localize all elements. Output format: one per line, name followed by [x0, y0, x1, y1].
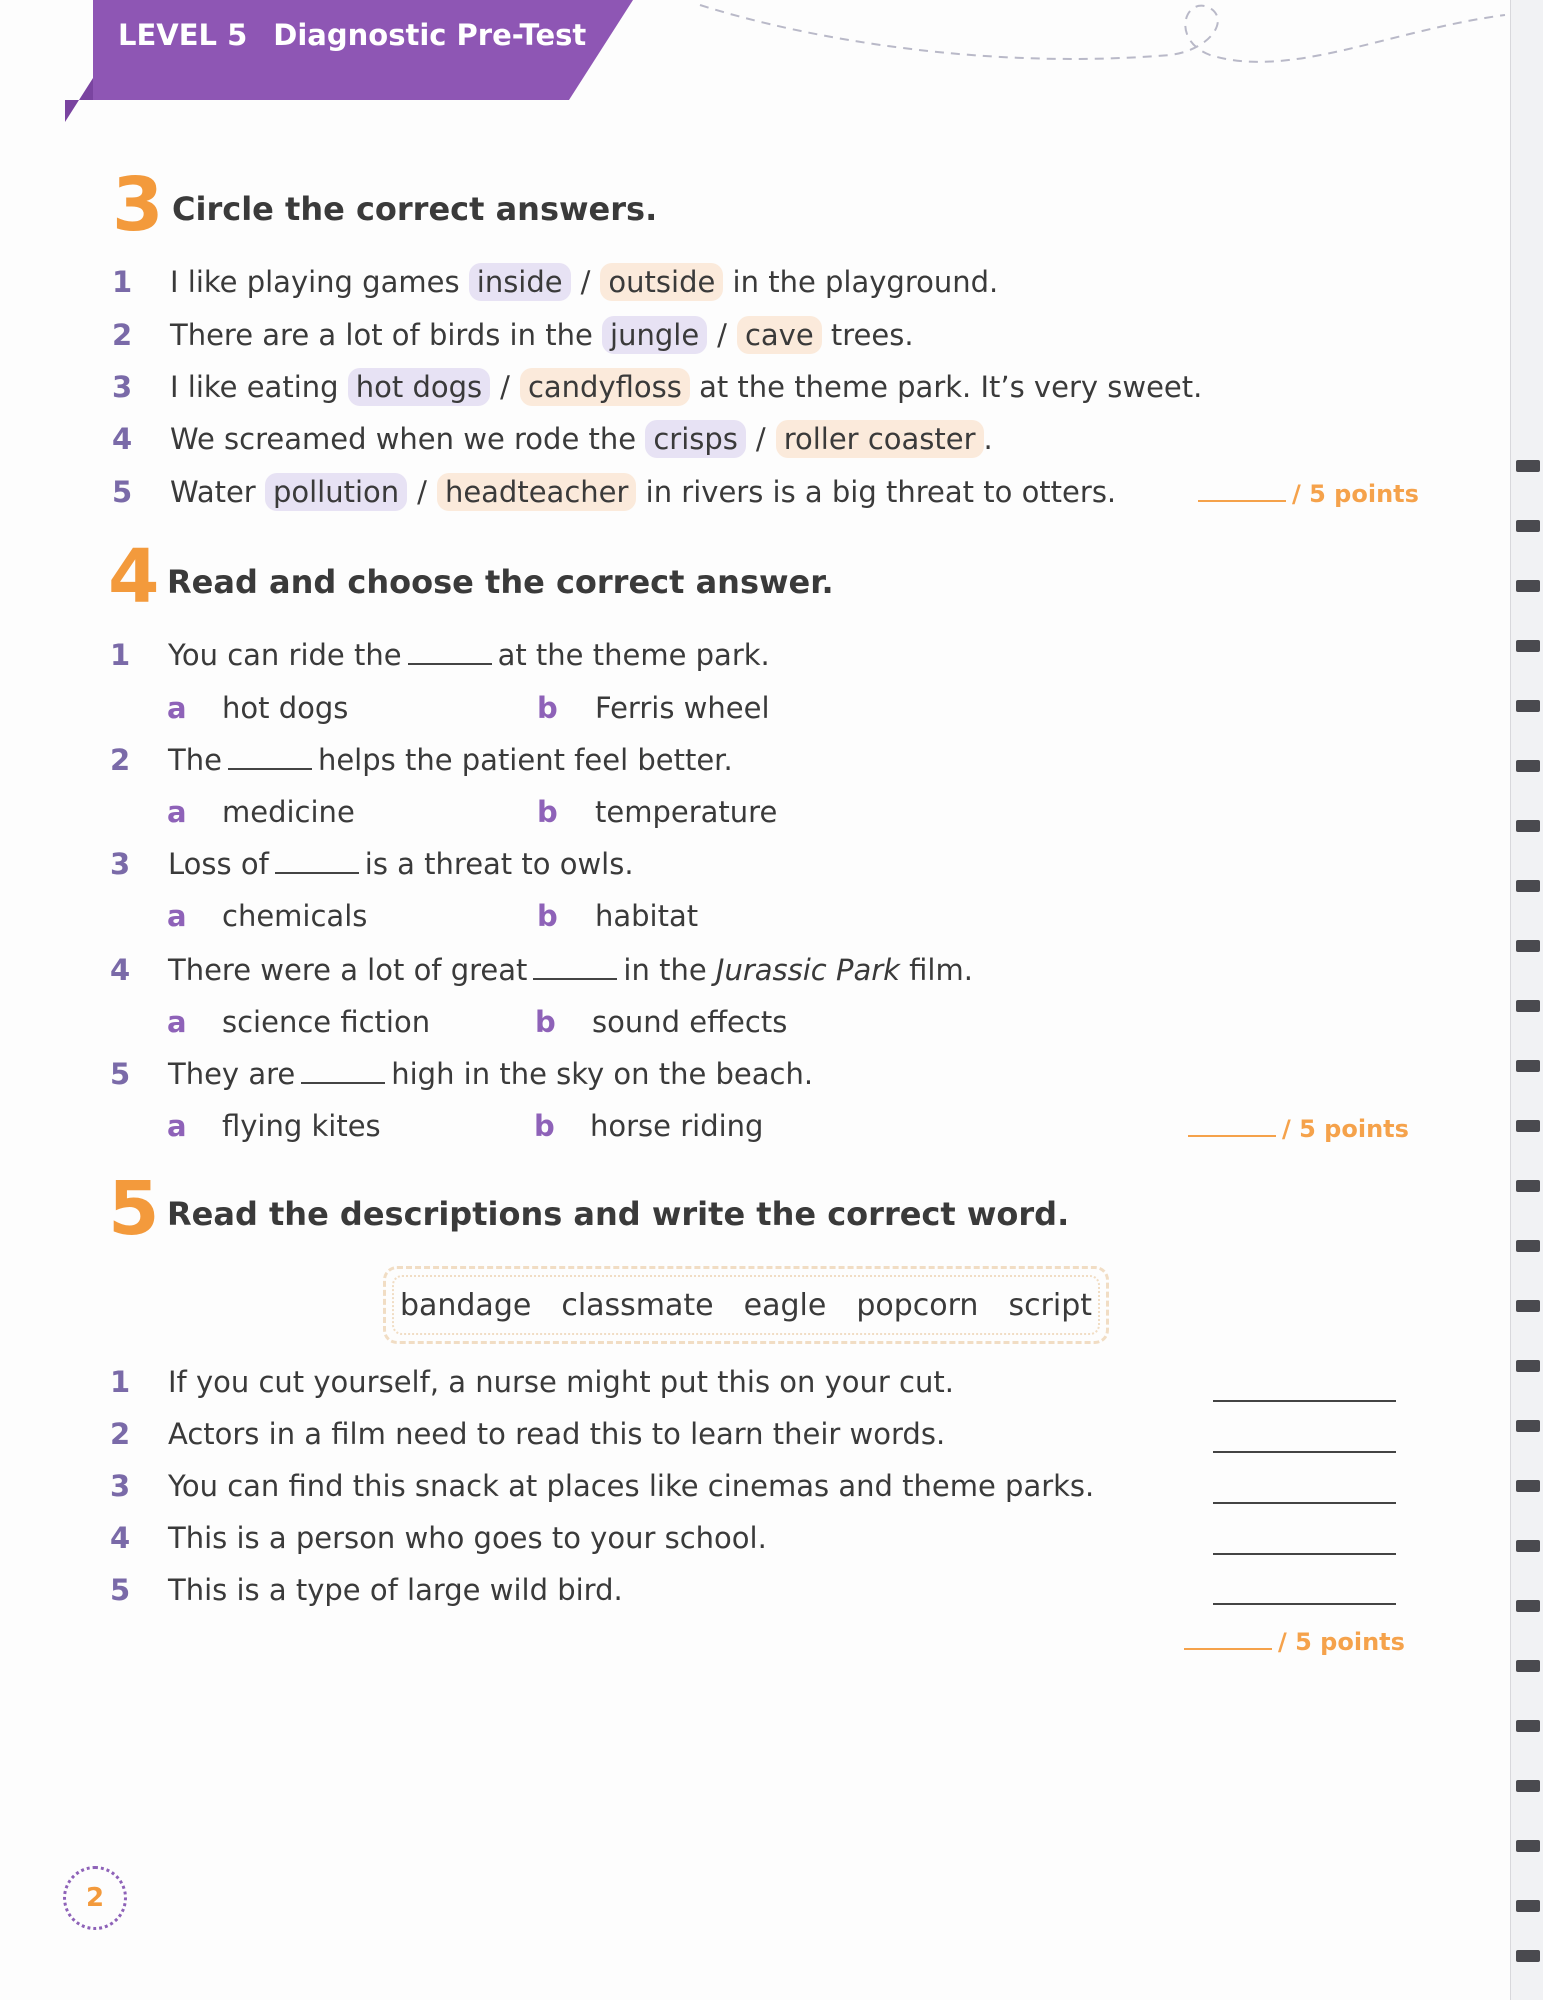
question-text: You can ride the [168, 638, 402, 672]
score-label: / 5 points [1282, 1115, 1409, 1143]
answer-option[interactable]: cave [737, 316, 822, 354]
question-text: Actors in a film need to read this to learn their words. [168, 1417, 946, 1451]
question-number: 4 [112, 422, 133, 456]
question-text: We screamed when we rode the [170, 422, 637, 456]
question-number: 4 [110, 1521, 131, 1555]
section-5-number: 5 [108, 1166, 160, 1252]
option-a[interactable]: medicine [222, 795, 355, 829]
binding-ring [1516, 1780, 1540, 1792]
binding-ring [1516, 1180, 1540, 1192]
binding-ring [1516, 1660, 1540, 1672]
question-number: 3 [112, 370, 133, 404]
question-text: helps the patient feel better. [317, 743, 733, 777]
answer-option[interactable]: outside [600, 263, 723, 301]
answer-line[interactable] [1213, 1502, 1396, 1504]
question-number: 5 [112, 475, 133, 509]
option-letter: a [167, 1109, 187, 1143]
option-b[interactable]: horse riding [590, 1109, 764, 1143]
option-a[interactable]: chemicals [222, 899, 368, 933]
question-text: film. [909, 953, 973, 987]
question-text: Water [170, 475, 256, 509]
page-number: 2 [63, 1866, 127, 1930]
score-input-line[interactable] [1188, 1115, 1276, 1137]
film-title: Jurassic Park [715, 953, 900, 987]
option-letter: a [167, 795, 187, 829]
binding-ring [1516, 1840, 1540, 1852]
option-letter: a [167, 899, 187, 933]
binding-ring [1516, 1120, 1540, 1132]
binding-ring [1516, 1300, 1540, 1312]
score-label: / 5 points [1292, 480, 1419, 508]
option-b[interactable]: temperature [595, 795, 778, 829]
answer-option[interactable]: candyfloss [520, 368, 690, 406]
question-text: at the theme park. It’s very sweet. [699, 370, 1203, 404]
slash: / [500, 370, 510, 404]
answer-line[interactable] [1213, 1451, 1396, 1453]
word-box-inner [392, 1275, 1100, 1335]
section-5-title: Read the descriptions and write the correct word. [167, 1195, 1070, 1233]
question-number: 3 [110, 847, 131, 881]
option-letter: b [537, 795, 558, 829]
score-input-line[interactable] [1184, 1628, 1272, 1650]
option-a[interactable]: science fiction [222, 1005, 431, 1039]
slash: / [417, 475, 427, 509]
answer-line[interactable] [1213, 1603, 1396, 1605]
question-text: There were a lot of great [168, 953, 528, 987]
binding-ring [1516, 1420, 1540, 1432]
score-box [1184, 1628, 1405, 1656]
question-text: You can find this snack at places like cinemas and theme parks. [168, 1469, 1095, 1503]
answer-blank [275, 846, 359, 874]
binding-ring [1516, 1000, 1540, 1012]
question-number: 5 [110, 1573, 131, 1607]
question-text: . [983, 422, 993, 456]
question-text: The [168, 743, 222, 777]
binding-ring [1516, 1900, 1540, 1912]
option-b[interactable]: habitat [595, 899, 699, 933]
option-letter: b [535, 1005, 556, 1039]
question-number: 4 [110, 953, 131, 987]
binding-ring [1516, 640, 1540, 652]
question-text: is a threat to owls. [364, 847, 634, 881]
answer-blank [533, 952, 617, 980]
binding-ring [1516, 520, 1540, 532]
answer-option[interactable]: crisps [645, 420, 746, 458]
question-number: 3 [110, 1469, 131, 1503]
decorative-dashed-curve [690, 0, 1510, 90]
word-box-word: bandage [399, 1287, 532, 1323]
score-label: / 5 points [1278, 1628, 1405, 1656]
binding-ring [1516, 1720, 1540, 1732]
answer-blank [301, 1056, 385, 1084]
answer-line[interactable] [1213, 1553, 1396, 1555]
section-4-title: Read and choose the correct answer. [167, 563, 834, 601]
binding-ring [1516, 1240, 1540, 1252]
binding-ring [1516, 880, 1540, 892]
answer-line[interactable] [1213, 1400, 1396, 1402]
answer-option[interactable]: hot dogs [348, 368, 490, 406]
question-text: This is a type of large wild bird. [168, 1573, 623, 1607]
binding-ring [1516, 820, 1540, 832]
section-3-number: 3 [112, 162, 164, 248]
option-b[interactable]: Ferris wheel [595, 691, 770, 725]
binding-ring [1516, 940, 1540, 952]
question-number: 5 [110, 1057, 131, 1091]
question-text: I like eating [170, 370, 339, 404]
option-letter: b [537, 691, 558, 725]
test-title: Diagnostic Pre-Test [273, 18, 587, 52]
question-number: 2 [112, 318, 133, 352]
slash: / [755, 422, 766, 456]
binding-ring [1516, 700, 1540, 712]
binding-ring [1516, 1600, 1540, 1612]
question-text: Loss of [168, 847, 269, 881]
option-a[interactable]: flying kites [222, 1109, 381, 1143]
question-text: in the playground. [732, 265, 999, 299]
answer-blank [228, 742, 312, 770]
score-box [1188, 1115, 1409, 1143]
question-number: 1 [110, 638, 131, 672]
word-box-word: eagle [743, 1287, 827, 1323]
slash: / [717, 318, 727, 352]
binding-ring [1516, 580, 1540, 592]
section-4-number: 4 [108, 534, 160, 620]
question-number: 1 [110, 1365, 131, 1399]
score-box [1198, 480, 1419, 508]
answer-option[interactable]: pollution [265, 473, 407, 511]
question-text: They are [168, 1057, 296, 1091]
answer-option[interactable]: inside [469, 263, 571, 301]
binding-ring [1516, 1060, 1540, 1072]
question-text: high in the sky on the beach. [391, 1057, 814, 1091]
question-text: at the theme park. [497, 638, 770, 672]
word-box-word: classmate [561, 1287, 714, 1323]
slash: / [580, 265, 591, 299]
option-letter: a [167, 1005, 187, 1039]
word-box [383, 1266, 1109, 1344]
level-label: LEVEL 5 [118, 18, 248, 52]
question-number: 2 [110, 1417, 131, 1451]
word-box-word: script [1008, 1287, 1093, 1323]
section-3-title: Circle the correct answers. [172, 190, 658, 228]
binding-ring [1516, 1480, 1540, 1492]
option-b[interactable]: sound effects [592, 1005, 788, 1039]
question-text: trees. [830, 318, 914, 352]
binding-ring [1516, 1540, 1540, 1552]
header-title [118, 18, 586, 52]
answer-blank [408, 637, 492, 665]
question-number: 1 [112, 265, 133, 299]
option-letter: b [537, 899, 558, 933]
question-text: in rivers is a big threat to otters. [645, 475, 1117, 509]
question-text: I like playing games [170, 265, 460, 299]
answer-option[interactable]: jungle [602, 316, 707, 354]
binding-ring [1516, 760, 1540, 772]
word-box-word: popcorn [856, 1287, 979, 1323]
binding-ring [1516, 1950, 1540, 1962]
option-letter: a [167, 691, 187, 725]
binding-ring [1516, 1360, 1540, 1372]
answer-option[interactable]: headteacher [437, 473, 636, 511]
question-text: This is a person who goes to your school. [168, 1521, 767, 1555]
question-text: in the [623, 953, 707, 987]
question-text: There are a lot of birds in the [170, 318, 593, 352]
answer-option[interactable]: roller coaster [776, 420, 984, 458]
binding-ring [1516, 460, 1540, 472]
option-a[interactable]: hot dogs [222, 691, 349, 725]
score-input-line[interactable] [1198, 480, 1286, 502]
question-text: If you cut yourself, a nurse might put this on your cut. [168, 1365, 954, 1399]
question-number: 2 [110, 743, 131, 777]
option-letter: b [534, 1109, 555, 1143]
